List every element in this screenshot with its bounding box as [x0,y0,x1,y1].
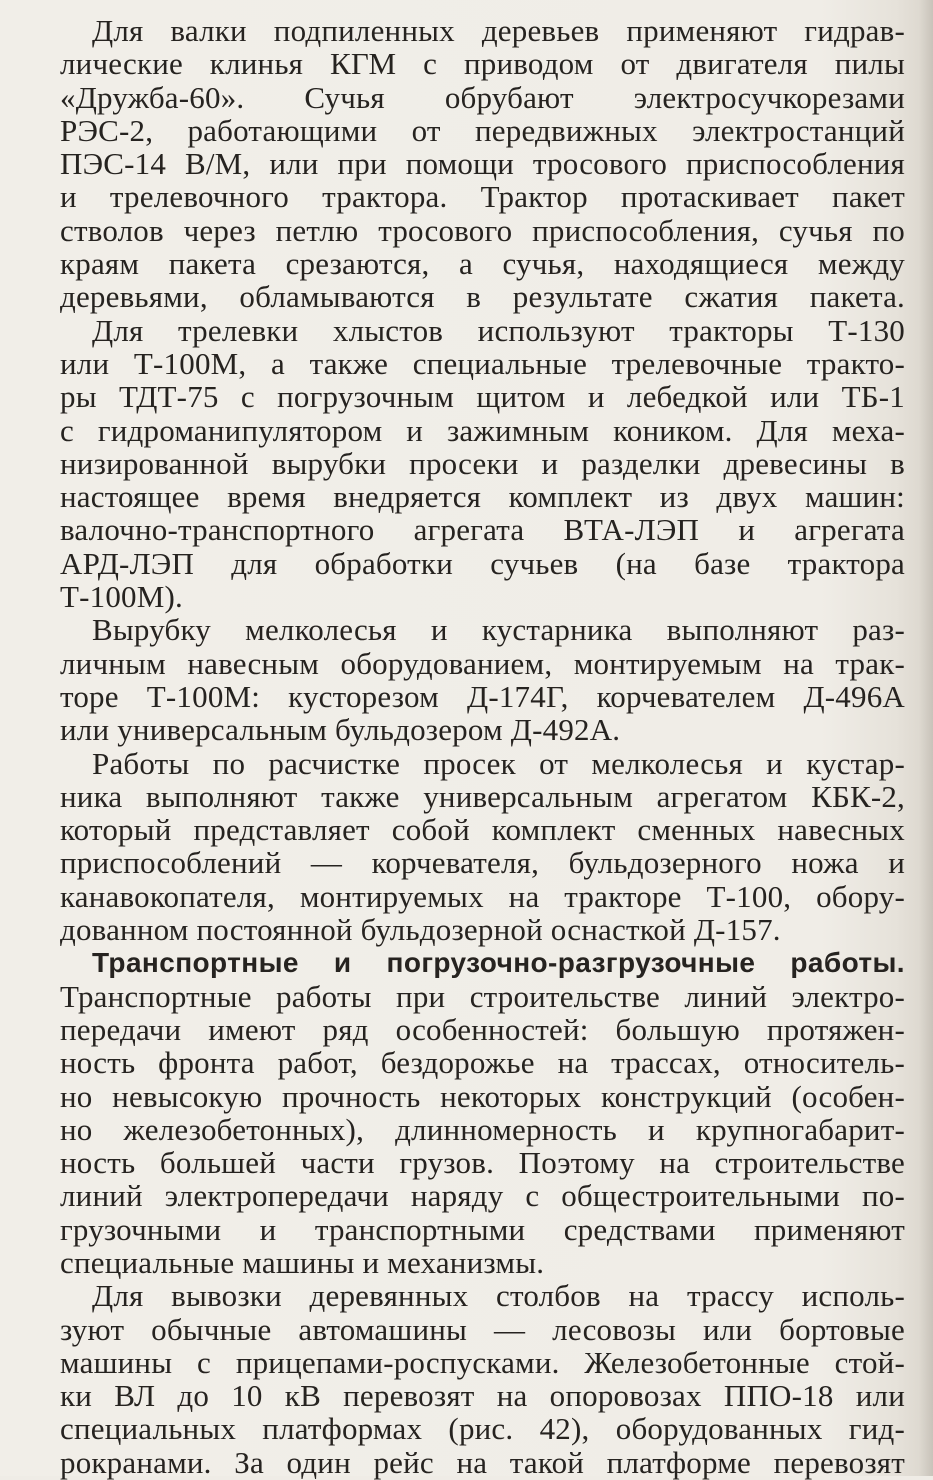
text-line: Транспортные работы при строительстве линий электро- [60,978,905,1014]
text-line: АРД-ЛЭП для обработки сучьев (на базе трактора [60,545,905,581]
text-line: или универсальным бульдозером Д-492А. [60,712,621,748]
paragraph-4 [60,747,905,947]
text-line: Вырубку мелколесья и кустарника выполняют раз- [92,612,905,648]
text-line: который представляет собой комплект сменных навесных [60,812,905,848]
paragraph-3 [60,613,905,746]
text-line: Т-100М). [60,579,183,615]
text-line: деревьями, обламываются в результате сжатия пакета. [60,279,905,315]
text-line: РЭС-2, работающими от передвижных электростанций [60,112,905,148]
text-line: Для валки подпиленных деревьев применяют гидрав- [92,13,905,48]
paragraph-1 [60,14,905,314]
text-line: и трелевочного трактора. Трактор протаскивает пакет [60,179,905,215]
text-line: дованном постоянной бульдозерной оснасткой Д-157. [60,912,781,948]
text-line: машины с прицепами-роспусками. Железобетонные стой- [60,1344,905,1380]
page-text [60,14,905,1479]
text-line: ки ВЛ до 10 кВ перевозят на опоровозах ППО-18 или [60,1378,905,1414]
text-line: настоящее время внедряется комплект из двух машин: [60,479,905,515]
text-line: специальные машины и механизмы. [60,1244,545,1280]
text-line: с гидроманипулятором и зажимным коником. Для меха- [60,412,905,448]
text-line: или Т-100М, а также специальные трелевочные тракто- [60,345,905,381]
text-line: линий электропередачи наряду с общестроительными по- [60,1178,905,1214]
text-line: рокранами. За один рейс на такой платформе перевозят [60,1444,905,1480]
text-line: но невысокую прочность некоторых конструкций (особен- [60,1078,905,1114]
text-line: но железобетонных), длинномерность и крупногабарит- [60,1111,905,1147]
text-line: Работы по расчистке просек от мелколесья и кустар- [92,745,905,781]
text-line: зуют обычные автомашины — лесовозы или бортовые [60,1311,905,1347]
paragraph-6 [60,1279,905,1479]
text-line: Для трелевки хлыстов используют тракторы Т-130 [92,312,905,348]
paragraph-2 [60,314,905,614]
text-line: грузочными и транспортными средствами применяют [60,1211,905,1247]
page-edge-shadow [919,0,933,1476]
section-heading: Транспортные и погрузочно-разгрузочные работы. [92,947,905,979]
text-line: ность большей части грузов. Поэтому на строительстве [60,1145,905,1181]
text-line: низированной вырубки просеки и разделки древесины в [60,445,905,481]
text-line: валочно-транспортного агрегата ВТА-ЛЭП и агрегата [60,512,905,548]
text-line: ПЭС-14 В/М, или при помощи тросового приспособления [60,146,905,182]
text-line: передачи имеют ряд особенностей: большую протяжен- [60,1011,905,1047]
paragraph-5 [60,946,905,1279]
text-line: приспособлений — корчевателя, бульдозерного ножа и [60,845,905,881]
text-line: ры ТДТ-75 с погрузочным щитом и лебедкой или ТБ-1 [60,379,905,415]
text-line: Для вывозки деревянных столбов на трассу исполь- [92,1278,905,1314]
text-line: лические клинья КГМ с приводом от двигателя пилы [60,46,905,82]
text-line: «Дружба-60». Сучья обрубают электросучкорезами [60,79,905,115]
text-line: канавокопателя, монтируемых на тракторе Т-100, обору- [60,878,905,914]
text-line: личным навесным оборудованием, монтируемым на трак- [60,645,905,681]
text-line: краям пакета срезаются, а сучья, находящиеся между [60,246,905,282]
text-line: ника выполняют также универсальным агрегатом КБК-2, [60,778,905,814]
text-line: торе Т-100М: кусторезом Д-174Г, корчевателем Д-496А [60,678,905,714]
text-line: специальных платформах (рис. 42), оборудованных гид- [60,1411,905,1447]
text-line: ность фронта работ, бездорожье на трассах, относитель- [60,1045,905,1081]
text-line: стволов через петлю тросового приспособления, сучья по [60,212,905,248]
